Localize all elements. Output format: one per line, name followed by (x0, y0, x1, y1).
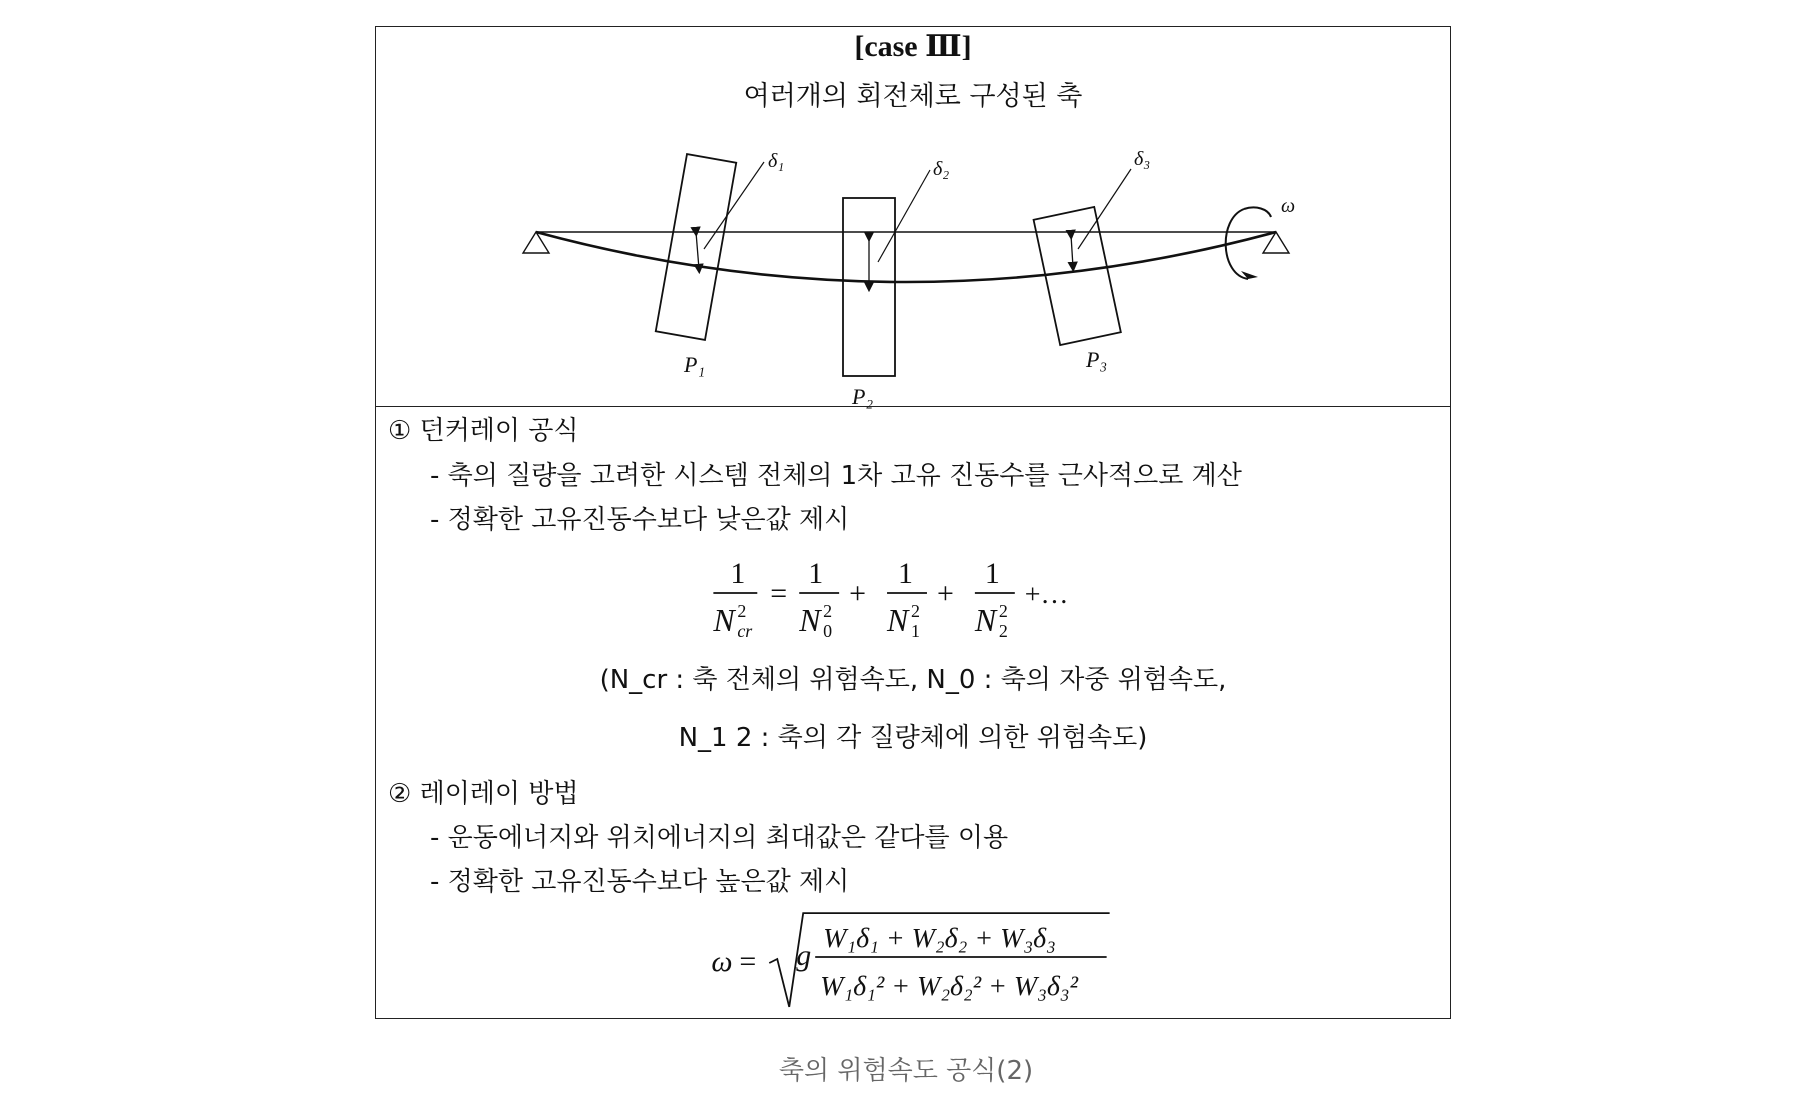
formula-card (375, 26, 1451, 1019)
svg-text:1: 1 (911, 620, 920, 641)
svg-text:2: 2 (998, 600, 1008, 621)
svg-text:1: 1 (730, 557, 746, 591)
svg-text:1: 1 (984, 557, 1000, 591)
section2-item-2: - 정확한 고유진동수보다 높은값 제시 (430, 867, 850, 897)
rotor-p1 (656, 154, 736, 340)
dunkerley-formula (376, 545, 1450, 645)
case-title: [case Ⅲ] (854, 30, 972, 63)
svg-text:ω: ω (711, 944, 733, 978)
omega-label: ω (1281, 195, 1296, 217)
svg-text:N: N (974, 602, 997, 638)
svg-text:=: = (770, 576, 788, 610)
svg-text:W₁δ₁ + W₂δ₂ + W₃δ₃: W₁δ₁ + W₂δ₂ + W₃δ₃ (823, 923, 1056, 955)
section1-item-2: - 정확한 고유진동수보다 낮은값 제시 (430, 505, 850, 535)
figure-caption: 축의 위험속도 공식(2) (778, 1056, 1034, 1086)
section1-note-2: N_1 2 : 축의 각 질량체에 의한 위험속도) (678, 723, 1148, 753)
section2-heading: ② 레이레이 방법 (388, 779, 579, 809)
svg-text:+: + (936, 576, 954, 610)
svg-text:W₁δ₁² + W₂δ₂² + W₃δ₃²: W₁δ₁² + W₂δ₂² + W₃δ₃² (820, 970, 1079, 1002)
section1-note-1: (N_cr : 축 전체의 위험속도, N_0 : 축의 자중 위험속도, (599, 665, 1227, 695)
svg-text:=: = (739, 944, 757, 978)
delta3-label: δ₃ (1134, 148, 1151, 170)
rayleigh-formula (376, 907, 1450, 1012)
svg-text:1: 1 (898, 557, 913, 591)
section1-heading: ① 던커레이 공식 (388, 416, 579, 446)
svg-text:0: 0 (823, 620, 833, 641)
svg-text:N: N (799, 602, 821, 638)
svg-text:2: 2 (911, 600, 920, 621)
svg-text:N: N (713, 602, 735, 638)
svg-text:2: 2 (823, 600, 833, 621)
p1-label: P₁ (684, 352, 706, 377)
delta1-label: δ₁ (768, 150, 785, 172)
diagram-section (376, 27, 1450, 407)
svg-text:cr: cr (737, 620, 753, 641)
section2-item-1: - 운동에너지와 위치에너지의 최대값은 같다를 이용 (430, 823, 1009, 853)
case-subtitle: 여러개의 회전체로 구성된 축 (743, 81, 1083, 112)
svg-text:N: N (887, 602, 909, 638)
svg-text:g: g (796, 938, 812, 972)
svg-text:1: 1 (808, 557, 824, 591)
delta2-label: δ₂ (933, 158, 950, 180)
section1-item-1: - 축의 질량을 고려한 시스템 전체의 1차 고유 진동수를 근사적으로 계산 (430, 461, 1242, 491)
p2-label: P₂ (852, 384, 874, 409)
p3-label: P₃ (1086, 347, 1108, 372)
svg-text:+: + (849, 576, 867, 610)
svg-text:2: 2 (998, 620, 1008, 641)
shaft-diagram (506, 127, 1306, 427)
svg-text:2: 2 (737, 600, 747, 621)
formula-tail: +… (1024, 578, 1069, 610)
